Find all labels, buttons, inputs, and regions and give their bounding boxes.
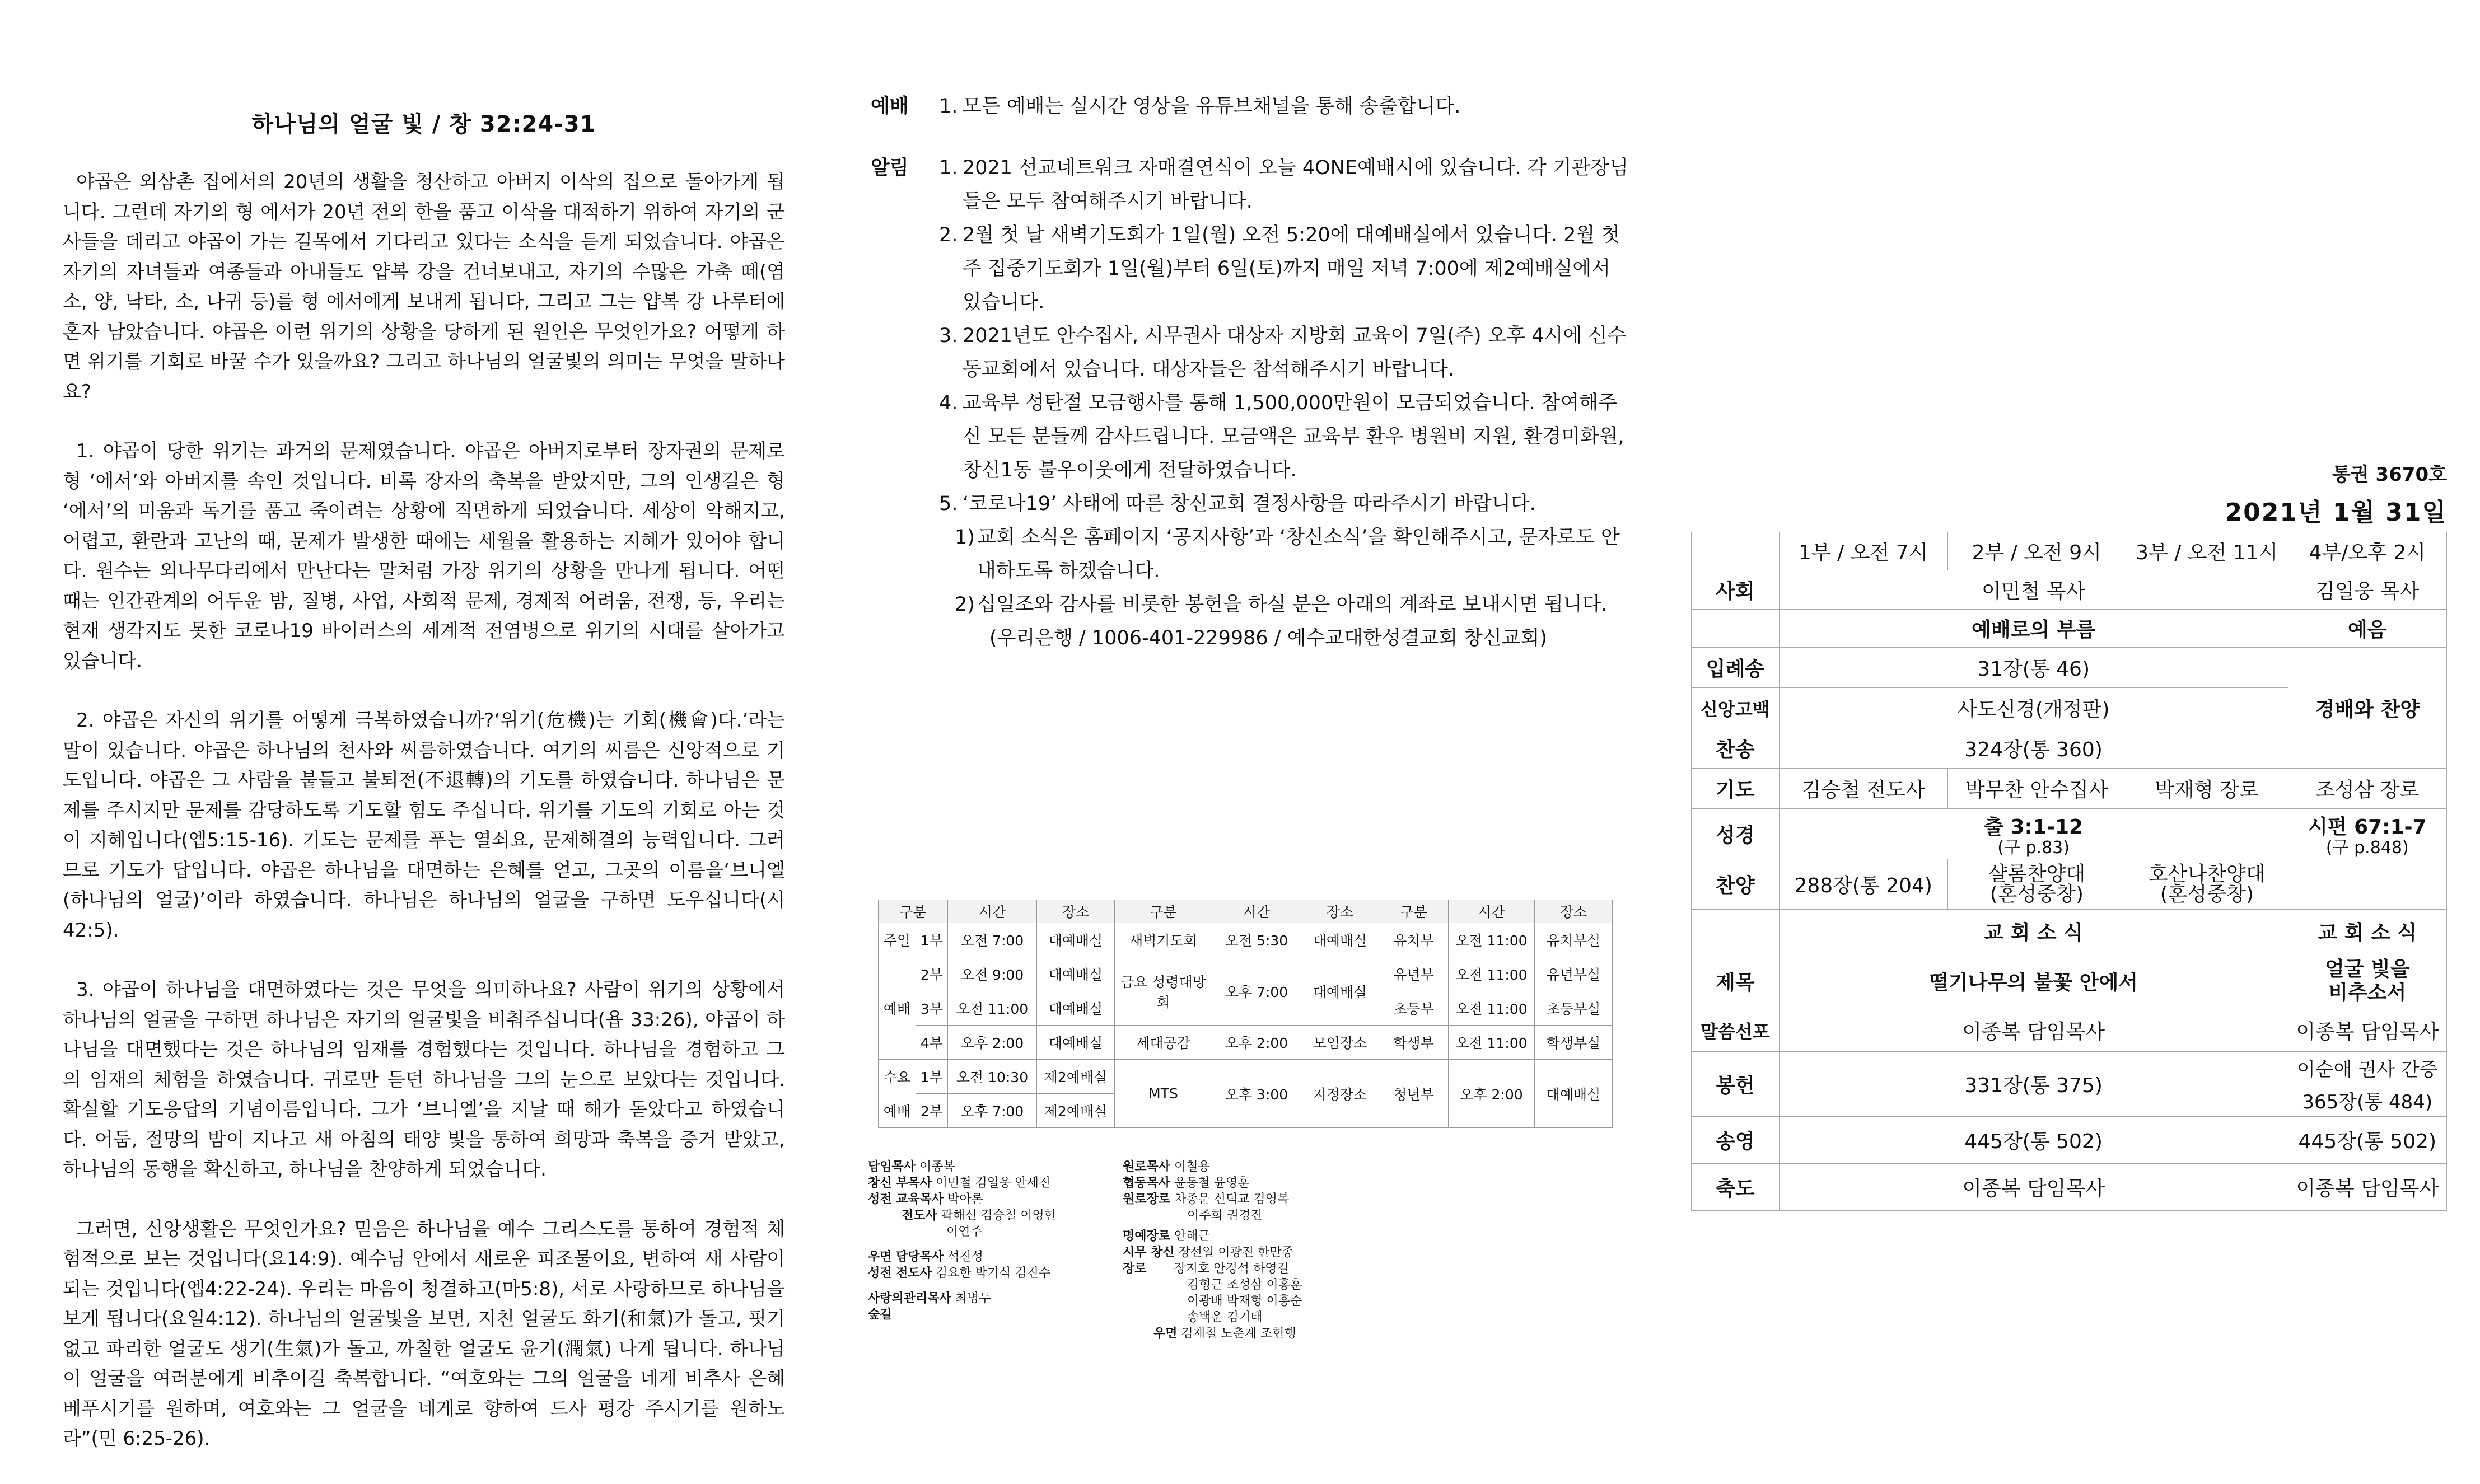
title-line: 비추소서 — [2328, 981, 2407, 1004]
table-cell: 이민철 목사 — [1779, 570, 2288, 610]
table-cell: 예배로의 부름 — [1779, 610, 2288, 648]
table-cell: 세대공감 — [1115, 1026, 1212, 1060]
table-cell: 대예배실 — [1535, 1060, 1613, 1128]
table-cell: 모임장소 — [1301, 1026, 1379, 1060]
row-label: 기도 — [1692, 769, 1780, 809]
table-cell: 김일웅 목사 — [2288, 570, 2446, 610]
staff-names: 최병두 — [955, 1291, 991, 1305]
staff-role: 우면 — [1153, 1327, 1178, 1341]
sermon-paragraph-intro: 야곱은 외삼촌 집에서의 20년의 생활을 청산하고 아버지 이삭의 집으로 돌아가게 됩니다. 그런데 자기의 형 에서가 20년 전의 한을 품고 이삭을 대적하기 위하여 자기의 군사들을 데리고 야곱이 가는 길목에서 기다리고 있다는 소식을 듣게 되었습니다. 야곱은 자기의 자녀들과 여종들과 아내들도 얍복 강을 건너보내고, 자기의 수많은 가축 떼(염소, 양, 낙타, 소, 나귀 등)를 형 에서에게 보내게 됩니다, 그리고 그는 얍복 강 나루터에 혼자 남았습니다. 야곱은 이런 위기의 상황을 당하게 된 원인은 무엇인가요? 어떻게 하면 위기를 기회로 바꿀 수가 있을까요? 그리고 하나님의 얼굴빛의 의미는 무엇을 말하나요? — [63, 171, 785, 403]
news-item — [939, 218, 1632, 319]
table-row — [1692, 953, 2447, 1009]
item-number: 4. — [939, 392, 958, 414]
row-label: 축도 — [1692, 1164, 1780, 1211]
table-cell: 2부 — [916, 957, 947, 991]
staff-role: 성전 교육목사 — [868, 1192, 944, 1206]
table-cell: 대예배실 — [1037, 1026, 1115, 1060]
table-cell: 오후 2:00 — [1449, 1060, 1535, 1128]
row-label: 입례송 — [1692, 648, 1780, 688]
table-cell — [1947, 859, 2126, 910]
staff-row — [868, 1207, 1114, 1224]
staff-role: 숲길 — [868, 1308, 892, 1322]
table-cell: 445장(통 502) — [2288, 1117, 2446, 1164]
table-cell: 대예배실 — [1301, 923, 1379, 957]
table-header: 시간 — [1212, 900, 1301, 923]
staff-names: 곽해신 김승철 이영현 — [941, 1209, 1057, 1223]
table-cell: 이종복 담임목사 — [2288, 1164, 2446, 1211]
item-text: 2021 선교네트워크 자매결연식이 오늘 4ONE예배시에 있습니다. 각 기관장님들은 모두 참여해주시기 바랍니다. — [963, 157, 1629, 213]
staff-names: 장지호 안경석 하영길 — [1174, 1262, 1289, 1276]
staff-names: 이민철 김일웅 안세진 — [935, 1176, 1051, 1190]
table-cell: 오전 7:00 — [948, 923, 1037, 957]
table-row — [1692, 910, 2447, 953]
table-row — [1692, 1009, 2447, 1052]
staff-names: 김요한 박기식 김진수 — [935, 1266, 1051, 1280]
table-cell: 288장(통 204) — [1779, 859, 1947, 910]
table-cell: 대예배실 — [1037, 957, 1115, 991]
table-row — [1692, 809, 2447, 859]
staff-names: 이연주 — [946, 1225, 982, 1239]
table-cell: 오전 11:00 — [1449, 957, 1535, 991]
sermon-paragraph-3: 3. 야곱이 하나님을 대면하였다는 것은 무엇을 의미하나요? 사람이 위기의 상황에서 하나님의 얼굴을 구하면 하나님은 자기의 얼굴빛을 비춰주십니다(욥 33:26), 야곱이 하나님을 대면했다는 것은 하나님의 임재를 경험했다는 것입니다. 하나님을 경험하고 그의 임재의 체험을 하였습니다. 귀로만 듣던 하나님을 그의 눈으로 보았다는 것입니다. 확실할 기도응답의 기념이름입니다. 그가 ‘브니엘’을 지날 때 해가 돋았다고 하였습니다. 어둠, 절망의 밤이 지나고 새 아침의 태양 빛을 통하여 희망과 축복을 증거 받았고, 하나님의 동행을 확신하고, 하나님을 찬양하게 되었습니다. — [63, 979, 785, 1181]
service-header: 3부 / 오전 11시 — [2126, 532, 2288, 570]
staff-names: 이종복 — [919, 1160, 955, 1174]
table-cell: 김승철 전도사 — [1779, 769, 1947, 809]
table-cell: 교 회 소 식 — [1779, 910, 2288, 953]
staff-names: 안해근 — [1174, 1229, 1210, 1243]
staff-role: 시무 창신 — [1123, 1246, 1175, 1260]
table-cell: 주일 — [879, 923, 916, 957]
table-cell: 오전 9:00 — [948, 957, 1037, 991]
item-text: 교육부 성탄절 모금행사를 통해 1,500,000만원이 모금되었습니다. 참여해주신 모든 분들께 감사드립니다. 모금액은 교육부 환우 병원비 지원, 환경미화원, 창신1동 불우이웃에게 전달하였습니다. — [963, 392, 1624, 481]
table-row — [1692, 859, 2447, 910]
item-number: 1. — [939, 95, 958, 118]
service-header: 1부 / 오전 7시 — [1779, 532, 1947, 570]
staff-row — [868, 1307, 1114, 1323]
row-label: 성경 — [1692, 809, 1780, 859]
table-cell: 365장(통 484) — [2288, 1084, 2446, 1117]
table-header: 시간 — [948, 900, 1037, 923]
staff-role: 원로목사 — [1123, 1160, 1171, 1174]
item-number: 1) — [955, 526, 975, 549]
item-text: 모든 예배는 실시간 영상을 유튜브채널을 통해 송출합니다. — [963, 95, 1461, 118]
sermon-title-cell: 떨기나무의 불꽃 안에서 — [1779, 953, 2288, 1009]
staff-row — [1123, 1244, 1369, 1261]
table-cell: 1부 — [916, 1060, 947, 1094]
table-cell — [2288, 953, 2446, 1009]
table-cell: 유년부 — [1379, 957, 1449, 991]
table-cell: MTS — [1115, 1060, 1212, 1128]
row-label: 말씀선포 — [1692, 1009, 1780, 1052]
table-cell: 예음 — [2288, 610, 2446, 648]
table-header-row — [1692, 532, 2447, 570]
table-cell: 오전 11:00 — [1449, 923, 1535, 957]
table-cell: 유치부 — [1379, 923, 1449, 957]
item-text: 2021년도 안수집사, 시무권사 대상자 지방회 교육이 7일(주) 오후 4시에 신수동교회에서 있습니다. 대상자들은 참석해주시기 바랍니다. — [963, 325, 1627, 381]
table-cell: 새벽기도회 — [1115, 923, 1212, 957]
row-label: 신앙고백 — [1692, 688, 1780, 728]
item-number: 2) — [955, 593, 975, 616]
table-cell: 오전 10:30 — [948, 1060, 1037, 1094]
table-cell: 지정장소 — [1301, 1060, 1379, 1128]
table-cell: 2부 — [916, 1094, 947, 1128]
scripture-page: (구 p.848) — [2325, 838, 2409, 858]
row-label: 봉헌 — [1692, 1052, 1780, 1117]
staff-names: 장선일 이광진 한만종 — [1178, 1246, 1293, 1260]
notices-column — [871, 90, 1632, 655]
staff-group-left — [868, 1159, 1114, 1323]
table-header: 장소 — [1535, 900, 1613, 923]
choir-type: (혼성중창) — [2160, 882, 2254, 906]
table-cell: 대예배실 — [1301, 957, 1379, 1026]
row-label: 송영 — [1692, 1117, 1780, 1164]
table-cell — [1779, 809, 2288, 859]
table-row — [1692, 1117, 2447, 1164]
table-row — [879, 1026, 1613, 1060]
staff-row — [868, 1265, 1114, 1281]
table-cell: 4부 — [916, 1026, 947, 1060]
sermon-paragraph-conclusion: 그러면, 신앙생활은 무엇인가요? 믿음은 하나님을 예수 그리스도를 통하여 경험적 체험적으로 보는 것입니다(요14:9). 예수님 안에서 새로운 피조물이요, 변하여 새 사람이 되는 것입니다(엡4:22-24). 우리는 마음이 청결하고(마5:8), 서로 사랑하므로 하나님을 보게 됩니다(요일4:12). 하나님의 얼굴빛을 보면, 지친 얼굴도 화기(和氣)가 돌고, 핏기 없고 파리한 얼굴도 생기(生氣)가 돌고, 까칠한 얼굴도 윤기(潤氣) 나게 됩니다. 하나님이 얼굴을 여러분에게 비추이길 축복합니다. “여호와는 그의 얼굴을 네게 비추사 은혜 베푸시기를 원하며, 여호와는 그 얼굴을 네게로 향하여 드사 평강 주시기를 원하노라”(민 6:25-26). — [63, 1218, 785, 1450]
row-label: 찬송 — [1692, 728, 1780, 769]
table-cell: 예배 — [879, 991, 916, 1026]
table-cell: 이종복 담임목사 — [2288, 1009, 2446, 1052]
item-text: ‘코로나19’ 사태에 따른 창신교회 결정사항을 따라주시기 바랍니다. — [963, 493, 1536, 515]
table-row — [879, 1060, 1613, 1094]
table-cell — [2288, 809, 2446, 859]
table-cell: 이순애 권사 간증 — [2288, 1052, 2446, 1084]
staff-row — [1123, 1293, 1369, 1309]
sermon-paragraph-1: 1. 야곱이 당한 위기는 과거의 문제였습니다. 야곱은 아버지로부터 장자권의 문제로 형 ‘에서’와 아버지를 속인 것입니다. 비록 장자의 축복을 받았지만, 그의 인생길은 형 ‘에서’의 미움과 독기를 품고 죽이려는 상황에 직면하게 되었습니다. 세상이 악해지고, 어렵고, 환란과 고난의 때, 문제가 발생한 때에는 세월을 활용하는 지혜가 있어야 합니다. 원수는 외나무다리에서 만난다는 말처럼 가장 위기의 상황을 만나게 됩니다. 어떤 때는 인간관계의 어두운 밤, 질병, 사업, 사회적 문제, 경제적 어려움, 전쟁, 등, 우리는 현재 생각지도 못한 코로나19 바이러스의 세계적 전염병으로 위기의 시대를 살아가고 있습니다. — [63, 440, 785, 672]
order-of-service-table — [1691, 532, 2447, 1211]
table-cell: 제2예배실 — [1037, 1094, 1115, 1128]
bulletin-date: 2021년 1월 31일 — [2225, 498, 2447, 527]
staff-group-right — [1123, 1159, 1369, 1342]
table-cell: 대예배실 — [1037, 991, 1115, 1026]
staff-role: 원로장로 — [1123, 1192, 1171, 1206]
staff-row — [1123, 1191, 1369, 1207]
table-header: 시간 — [1449, 900, 1535, 923]
news-notice — [871, 151, 1632, 655]
table-cell — [879, 1026, 916, 1060]
staff-role: 장로 — [1123, 1262, 1147, 1276]
staff-row — [868, 1290, 1114, 1307]
staff-role: 전도사 — [902, 1209, 937, 1223]
row-label: 찬양 — [1692, 859, 1780, 910]
staff-names: 윤동철 윤영훈 — [1174, 1176, 1250, 1190]
item-text: 교회 소식은 홈페이지 ‘공지사항’과 ‘창신소식’을 확인해주시고, 문자로도 안내하도록 하겠습니다. — [977, 526, 1620, 582]
table-cell: 초등부실 — [1535, 991, 1613, 1026]
table-cell — [879, 957, 916, 991]
item-number: 1. — [939, 157, 958, 179]
staff-row — [868, 1175, 1114, 1191]
table-row — [879, 957, 1613, 991]
scripture-ref: 시편 67:1-7 — [2308, 816, 2427, 839]
table-cell: 오후 7:00 — [1212, 957, 1301, 1026]
table-header: 구분 — [879, 900, 948, 923]
table-cell: 오전 11:00 — [948, 991, 1037, 1026]
table-cell: 박재형 장로 — [2126, 769, 2288, 809]
staff-role: 협동목사 — [1123, 1176, 1171, 1190]
staff-row — [1123, 1159, 1369, 1175]
table-cell — [2288, 859, 2446, 910]
table-row — [879, 923, 1613, 957]
staff-row — [868, 1224, 1114, 1240]
staff-names: 이주희 권경진 — [1187, 1209, 1263, 1223]
table-cell: 1부 — [916, 923, 947, 957]
table-cell: 경배와 찬양 — [2288, 648, 2446, 769]
staff-row — [1123, 1326, 1369, 1342]
staff-row — [1123, 1277, 1369, 1293]
staff-names: 이철용 — [1174, 1160, 1210, 1174]
table-cell: 유치부실 — [1535, 923, 1613, 957]
table-header: 구분 — [1379, 900, 1449, 923]
table-cell: 이종복 담임목사 — [1779, 1164, 2288, 1211]
table-cell: 오후 2:00 — [1212, 1026, 1301, 1060]
table-cell — [1692, 610, 1780, 648]
table-cell: 445장(통 502) — [1779, 1117, 2288, 1164]
table-row — [1692, 610, 2447, 648]
table-cell: 31장(통 46) — [1779, 648, 2288, 688]
table-header: 장소 — [1037, 900, 1115, 923]
news-item — [939, 487, 1632, 521]
table-cell: 331장(통 375) — [1779, 1052, 2288, 1117]
issue-number: 통권 3670호 — [2332, 464, 2447, 486]
table-cell: 3부 — [916, 991, 947, 1026]
table-cell: 금요 성령대망회 — [1115, 957, 1212, 1026]
table-cell: 사도신경(개정판) — [1779, 688, 2288, 728]
table-cell: 수요 — [879, 1060, 916, 1094]
item-text: 2월 첫 날 새벽기도회가 1일(월) 오전 5:20에 대예배실에서 있습니다. 2월 첫 주 집중기도회가 1일(월)부터 6일(토)까지 매일 저녁 7:00에 제2예배실에서 있습니다. — [963, 224, 1620, 313]
table-cell: 초등부 — [1379, 991, 1449, 1026]
staff-row — [1123, 1228, 1369, 1244]
staff-row — [1123, 1261, 1369, 1277]
staff-names: 김재철 노춘계 조현행 — [1181, 1327, 1296, 1341]
table-cell: 학생부실 — [1535, 1026, 1613, 1060]
table-header: 구분 — [1115, 900, 1212, 923]
table-cell: 오후 2:00 — [948, 1026, 1037, 1060]
table-cell: 예배 — [879, 1094, 916, 1128]
table-row — [1692, 1052, 2447, 1084]
staff-row — [1123, 1309, 1369, 1326]
news-subitem — [939, 588, 1632, 621]
staff-names: 박아론 — [947, 1192, 983, 1206]
item-number: 3. — [939, 325, 958, 347]
staff-role: 명예장로 — [1123, 1229, 1171, 1243]
worship-item — [939, 90, 1632, 123]
table-header-row — [879, 900, 1613, 923]
table-row — [1692, 769, 2447, 809]
table-cell: 제2예배실 — [1037, 1060, 1115, 1094]
scripture-ref: 출 3:1-12 — [1984, 816, 2084, 839]
sermon-paragraph-2: 2. 야곱은 자신의 위기를 어떻게 극복하였습니까?‘위기(危機)는 기회(機會)다.’라는 말이 있습니다. 야곱은 하나님의 천사와 씨름하였습니다. 여기의 씨름은 신앙적으로 기도입니다. 야곱은 그 사람을 붙들고 불퇴전(不退轉)의 기도를 하였습니다. 하나님은 문제를 주시지만 문제를 감당하도록 기도할 힘도 주십니다. 위기를 기도의 기회로 아는 것이 지혜입니다(엡5:15-16). 기도는 문제를 푸는 열쇠요, 문제해결의 능력입니다. 그러므로 기도가 답입니다. 야곱은 하나님을 대면하는 은혜를 얻고, 그곳의 이름을‘브니엘(하나님의 얼굴)’이라 하였습니다. 하나님은 하나님의 얼굴을 구하면 도우십니다(시42:5). — [63, 709, 785, 942]
staff-row — [1123, 1175, 1369, 1191]
table-cell: 이종복 담임목사 — [1779, 1009, 2288, 1052]
table-cell: 오전 11:00 — [1449, 991, 1535, 1026]
table-row — [1692, 1164, 2447, 1211]
table-cell: 오전 5:30 — [1212, 923, 1301, 957]
worship-notice — [871, 90, 1632, 123]
service-header: 2부 / 오전 9시 — [1947, 532, 2126, 570]
news-item — [939, 319, 1632, 386]
news-item — [939, 386, 1632, 487]
item-number: 5. — [939, 493, 958, 515]
choir-name: 샬롬찬양대 — [1988, 862, 2086, 886]
staff-role: 담임목사 — [868, 1160, 916, 1174]
choir-name: 호산나찬양대 — [2148, 862, 2266, 886]
item-text: 십일조와 감사를 비롯한 봉헌을 하실 분은 아래의 계좌로 보내시면 됩니다. — [977, 593, 1608, 616]
table-cell: 오후 3:00 — [1212, 1060, 1301, 1128]
table-row — [1692, 648, 2447, 688]
table-cell — [2126, 859, 2288, 910]
table-cell: 학생부 — [1379, 1026, 1449, 1060]
table-cell: 박무찬 안수집사 — [1947, 769, 2126, 809]
staff-row — [868, 1249, 1114, 1265]
staff-row — [868, 1159, 1114, 1175]
table-cell: 오후 7:00 — [948, 1094, 1037, 1128]
table-row — [1692, 570, 2447, 610]
bulletin-header — [1691, 459, 2447, 528]
row-label: 사회 — [1692, 570, 1780, 610]
news-label: 알림 — [871, 157, 909, 179]
item-number: 2. — [939, 224, 958, 246]
staff-names: 차종문 신덕교 김영복 — [1174, 1192, 1290, 1206]
table-cell — [1692, 532, 1780, 570]
scripture-page: (구 p.83) — [1997, 838, 2070, 858]
table-header: 장소 — [1301, 900, 1379, 923]
staff-names: 김형근 조성삼 이홍훈 — [1187, 1278, 1302, 1292]
staff-row — [1123, 1207, 1369, 1224]
staff-role: 사랑의관리목사 — [868, 1291, 951, 1305]
table-cell — [1692, 910, 1780, 953]
staff-names: 석진성 — [947, 1250, 983, 1264]
staff-role: 우면 담당목사 — [868, 1250, 944, 1264]
table-cell: 324장(통 360) — [1779, 728, 2288, 769]
news-item — [939, 151, 1632, 218]
schedule-table — [878, 900, 1613, 1128]
table-cell: 유년부실 — [1535, 957, 1613, 991]
sermon-title: 하나님의 얼굴 빛 / 창 32:24-31 — [251, 111, 596, 137]
service-header: 4부/오후 2시 — [2288, 532, 2446, 570]
row-label: 제목 — [1692, 953, 1780, 1009]
staff-names: 이광배 박재형 이흥순 — [1187, 1294, 1302, 1308]
choir-type: (혼성중창) — [1989, 882, 2084, 906]
staff-row — [868, 1191, 1114, 1207]
table-cell: 청년부 — [1379, 1060, 1449, 1128]
table-cell: 교 회 소 식 — [2288, 910, 2446, 953]
title-line: 얼굴 빛을 — [2324, 957, 2410, 981]
news-subitem — [939, 521, 1632, 588]
table-cell: 대예배실 — [1037, 923, 1115, 957]
staff-role: 성전 전도사 — [868, 1266, 932, 1280]
sermon-column — [63, 106, 785, 1484]
bank-account: (우리은행 / 1006-401-229986 / 예수교대한성결교회 창신교회) — [989, 627, 1548, 649]
staff-role: 창신 부목사 — [868, 1176, 932, 1190]
worship-label: 예배 — [871, 95, 909, 118]
table-cell: 오전 11:00 — [1449, 1026, 1535, 1060]
staff-names: 송백운 김기태 — [1187, 1310, 1263, 1324]
table-cell: 조성삼 장로 — [2288, 769, 2446, 809]
